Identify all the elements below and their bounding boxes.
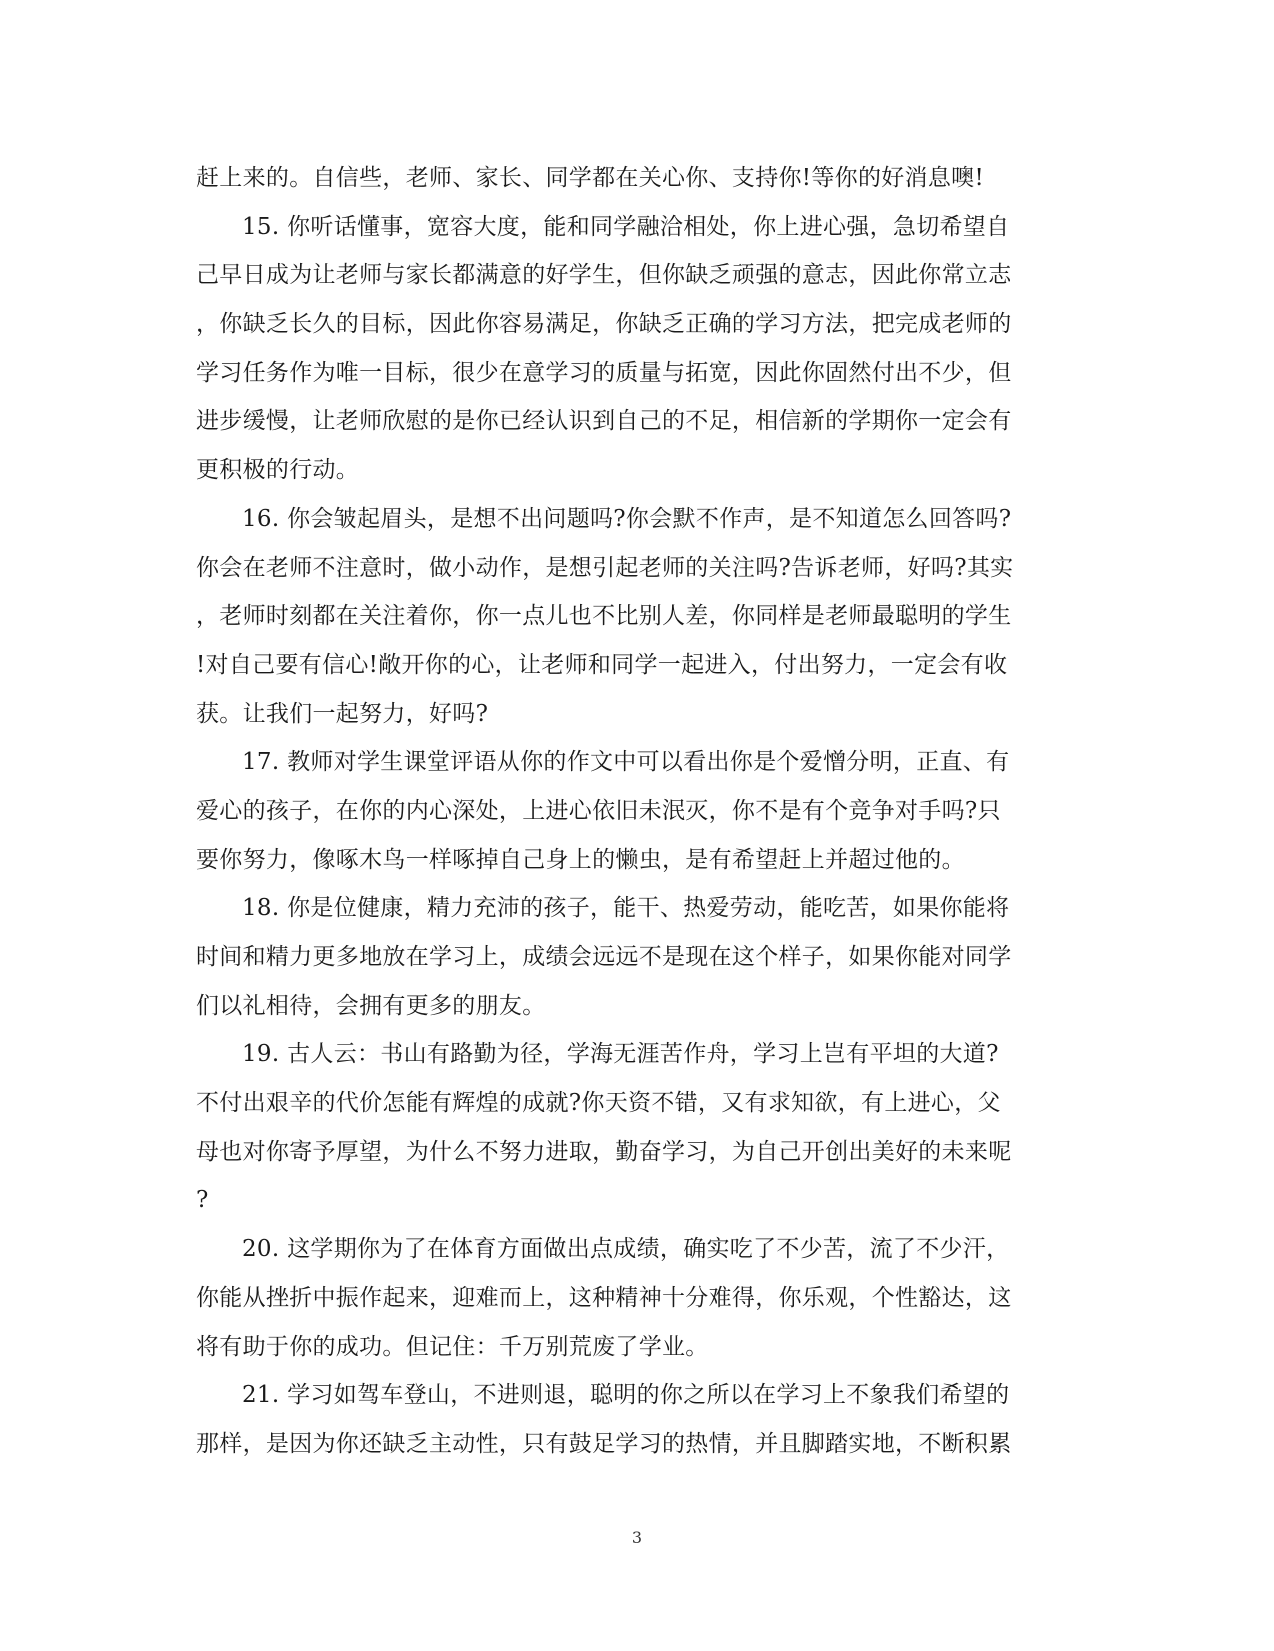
text-line: 16. 你会皱起眉头，是想不出问题吗?你会默不作声，是不知道怎么回答吗? (242, 505, 1012, 532)
text-line: ? (196, 1187, 209, 1214)
text-line: 不付出艰辛的代价怎能有辉煌的成就?你天资不错，又有求知欲，有上进心，父 (196, 1090, 1001, 1117)
text-line: 获。让我们一起努力，好吗? (196, 700, 489, 727)
text-line: 你能从挫折中振作起来，迎难而上，这种精神十分难得，你乐观，个性豁达，这 (196, 1284, 1012, 1311)
text-line: 爱心的孩子，在你的内心深处，上进心依旧未泯灭，你不是有个竞争对手吗?只 (196, 797, 1001, 824)
text-line: 19. 古人云：书山有路勤为径，学海无涯苦作舟，学习上岂有平坦的大道? (242, 1041, 999, 1068)
text-line: 学习任务作为唯一目标，很少在意学习的质量与拓宽，因此你固然付出不少，但 (196, 359, 1012, 386)
text-line: 将有助于你的成功。但记住：千万别荒废了学业。 (196, 1333, 709, 1360)
text-line: 母也对你寄予厚望，为什么不努力进取，勤奋学习，为自己开创出美好的未来呢 (196, 1138, 1012, 1165)
text-line: 那样，是因为你还缺乏主动性，只有鼓足学习的热情，并且脚踏实地，不断积累 (196, 1430, 1012, 1457)
text-line: 更积极的行动。 (196, 457, 360, 484)
text-line: 们以礼相待，会拥有更多的朋友。 (196, 992, 546, 1019)
text-line: 赶上来的。自信些，老师、家长、同学都在关心你、支持你!等你的好消息噢! (196, 165, 984, 191)
text-line: 己早日成为让老师与家长都满意的好学生，但你缺乏顽强的意志，因此你常立志 (196, 262, 1012, 289)
text-line: 20. 这学期你为了在体育方面做出点成绩，确实吃了不少苦，流了不少汗， (242, 1236, 1010, 1263)
text-line: 18. 你是位健康，精力充沛的孩子，能干、热爱劳动，能吃苦，如果你能将 (242, 895, 1010, 922)
text-line: ，老师时刻都在关注着你，你一点儿也不比别人差，你同样是老师最聪明的学生 (196, 603, 1012, 630)
document-body (196, 154, 1076, 1469)
text-line: 21. 学习如驾车登山，不进则退，聪明的你之所以在学习上不象我们希望的 (242, 1382, 1010, 1409)
page-number: 3 (631, 1528, 643, 1547)
text-line: 15. 你听话懂事，宽容大度，能和同学融洽相处，你上进心强，急切希望自 (242, 213, 1010, 240)
text-line: 时间和精力更多地放在学习上，成绩会远远不是现在这个样子，如果你能对同学 (196, 944, 1012, 970)
text-line: 17. 教师对学生课堂评语从你的作文中可以看出你是个爱憎分明，正直、有 (242, 749, 1010, 776)
text-line: 要你努力，像啄木鸟一样啄掉自己身上的懒虫，是有希望赶上并超过他的。 (196, 846, 965, 873)
text-line: ，你缺乏长久的目标，因此你容易满足，你缺乏正确的学习方法，把完成老师的 (196, 311, 1012, 338)
text-line: 进步缓慢，让老师欣慰的是你已经认识到自己的不足，相信新的学期你一定会有 (196, 408, 1012, 435)
text-line: !对自己要有信心!敞开你的心，让老师和同学一起进入，付出努力，一定会有收 (196, 651, 1008, 678)
text-line: 你会在老师不注意时，做小动作，是想引起老师的关注吗?告诉老师，好吗?其实 (196, 554, 1014, 581)
